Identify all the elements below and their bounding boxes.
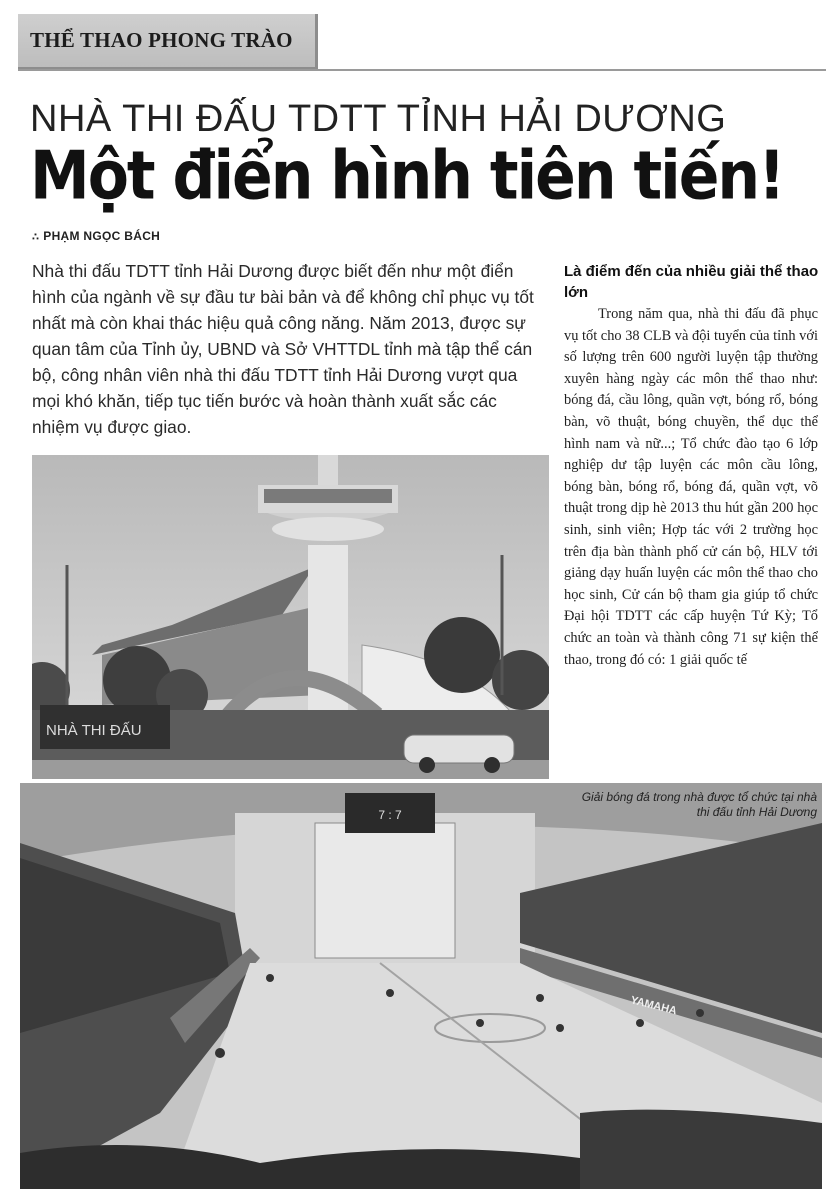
building-sign: NHÀ THI ĐẤU <box>46 722 142 739</box>
article-lead: Nhà thi đấu TDTT tỉnh Hải Dương được biết đến như một điển hình của ngành về sự đầu tư bài bản và để không chỉ phục vụ tốt nhất mà còn khai thác hiệu quả công năng. Năm 2013, được sự quan tâm của Tỉnh ủy, UBND và Sở VHTTDL tỉnh mà tập thể cán bộ, công nhân viên nhà thi đấu TDTT tỉnh Hải Dương vượt qua mọi khó khăn, tiếp tục tiến bước và hoàn thành xuất sắc các nhiệm vụ được giao. <box>32 261 534 437</box>
building-photo <box>32 455 549 779</box>
section-label: THỂ THAO PHONG TRÀO <box>30 28 293 52</box>
article-kicker: NHÀ THI ĐẤU TDTT TỈNH HẢI DƯƠNG <box>30 98 727 140</box>
article-headline: Một điển hình tiên tiến! <box>30 137 784 216</box>
article-subhead: Là điểm đến của nhiều giải thể thao lớn <box>564 263 819 301</box>
ad-board-text: YAMAHA <box>629 994 679 1018</box>
photo-caption: Giải bóng đá trong nhà được tổ chức tại nhà thi đấu tỉnh Hải Dương <box>581 790 817 819</box>
byline-marker-icon: ∴ <box>32 232 40 243</box>
arena-photo <box>20 783 822 1189</box>
byline-author: PHẠM NGỌC BÁCH <box>43 229 161 243</box>
section-tab <box>18 14 318 70</box>
scoreboard-text: 7 : 7 <box>378 808 402 822</box>
top-rule <box>18 69 826 71</box>
article-body: Trong năm qua, nhà thi đấu đã phục vụ tốt cho 38 CLB và đội tuyển của tỉnh với số lượng trên 600 người luyện tập thường xuyên hàng ngày các môn thể thao như: bóng đá, cầu lông, quần vợt, bóng rổ, bóng bàn, võ thuật, bóng chuyền, thể dục thể hình nam và nữ...; Tổ chức đào tạo 6 lớp nghiệp dư tập luyện các môn cầu lông, bóng bàn, bóng rổ, bóng đá, quần vợt, võ thuật trong dịp hè 2013 thu hút gần 200 học sinh, sinh viên; Hợp tác với 2 trường học trên địa bàn thành phố cử cán bộ, HLV tới giảng dạy huấn luyện các môn thể thao cho học sinh, Cử cán bộ tham gia giúp tổ chức Đại hội TDTT các cấp huyện Tứ Kỳ; Tổ chức an toàn và thành công 71 sự kiện thể thao, trong đó có: 1 giải quốc tế <box>564 306 818 668</box>
byline <box>32 229 160 243</box>
